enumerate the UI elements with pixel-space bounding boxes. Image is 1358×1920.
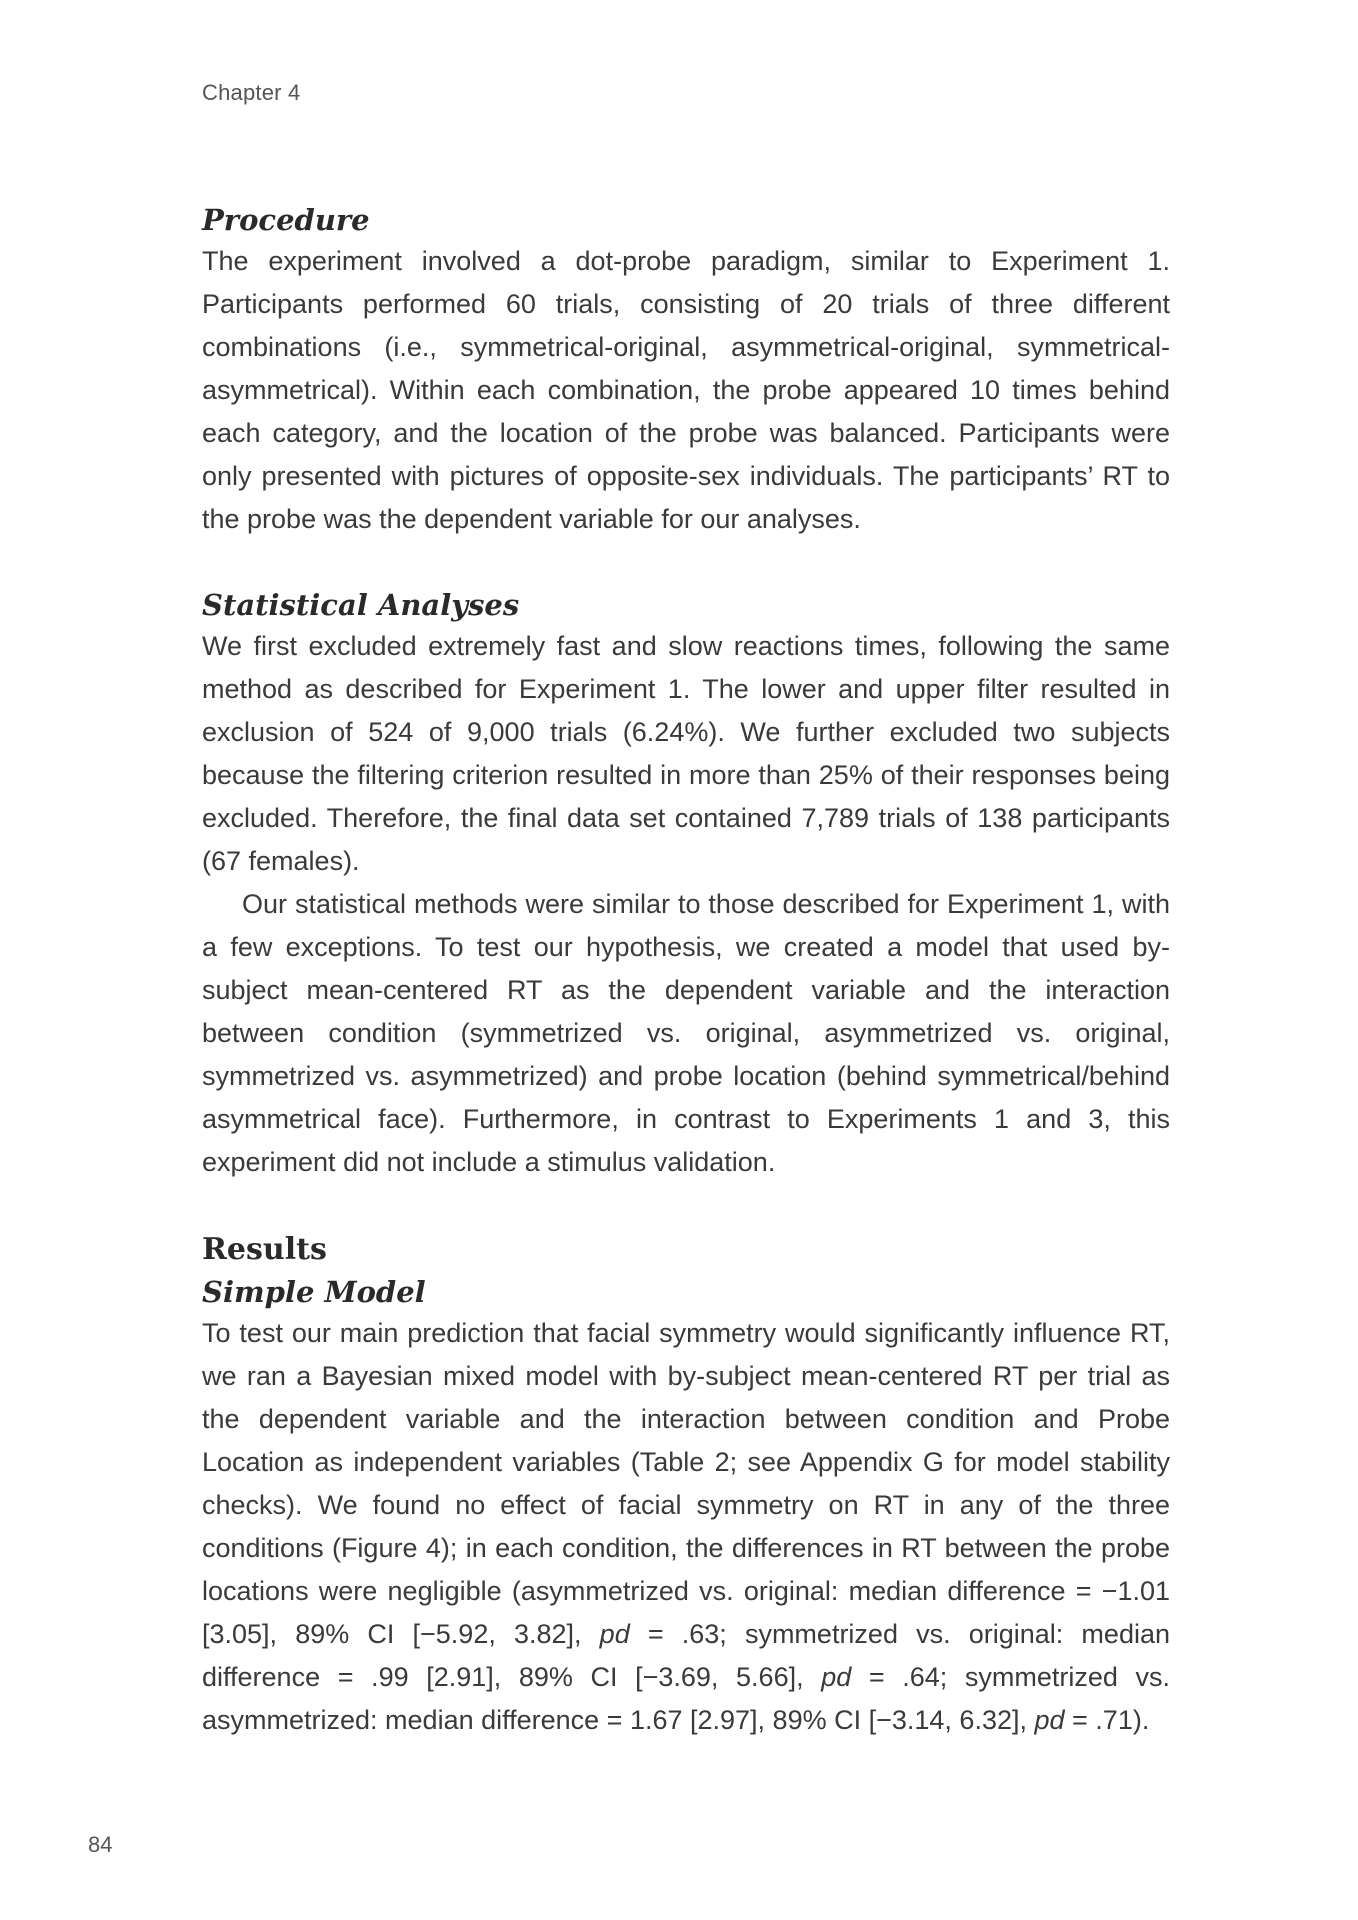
text-run: = .63; symmetrized vs. original: median difference = .99 [2.91], 89% CI [−3.69, 5.66], [202, 1619, 1170, 1692]
results-section [202, 1228, 1170, 1742]
statistical-analyses-section [202, 585, 1170, 1184]
text-run: = .64; symmetrized vs. asymmetrized: median difference = 1.67 [2.97], 89% CI [−3.14, 6.32], [202, 1662, 1170, 1735]
text-run: To test our main prediction that facial symmetry would significantly influence RT, we ran a Bayesian mixed model with by-subject mean-centered RT per trial as the dependent variable and the interaction between condition and Probe Location as independent variables (Table 2; see Appendix G for model stability checks). We found no effect of facial symmetry on RT in any of the three conditions (Figure 4); in each condition, the differences in RT between the probe locations were negligible (asymmetrized vs. original: median difference = −1.01 [3.05], 89% CI [−5.92, 3.82], [202, 1318, 1170, 1649]
text-run: = .71). [1064, 1705, 1150, 1735]
running-head: Chapter 4 [202, 80, 301, 105]
simple-model-heading: Simple Model [202, 1275, 426, 1309]
pd-term: pd [821, 1662, 852, 1692]
pd-term: pd [599, 1619, 630, 1649]
results-heading: Results [202, 1232, 327, 1267]
page-body [202, 200, 1170, 1742]
simple-model-paragraph [202, 1312, 1170, 1742]
pd-term: pd [1034, 1705, 1065, 1735]
procedure-section [202, 200, 1170, 541]
procedure-paragraph: The experiment involved a dot-probe paradigm, similar to Experiment 1. Participants performed 60 trials, consisting of 20 trials of three different combinations (i.e., symmetrical-original, asymmetrical-original, symmetrical-asymmetrical). Within each combination, the probe appeared 10 times behind each category, and the location of the probe was balanced. Participants were only presented with pictures of opposite-sex individuals. The participants’ RT to the probe was the dependent variable for our analyses. [202, 246, 1170, 534]
procedure-heading: Procedure [202, 203, 370, 237]
statistical-analyses-paragraph-2: Our statistical methods were similar to those described for Experiment 1, with a few exceptions. To test our hypothesis, we created a model that used by-subject mean-centered RT as the dependent variable and the interaction between condition (symmetrized vs. original, asymmetrized vs. original, symmetrized vs. asymmetrized) and probe location (behind symmetrical/behind asymmetrical face). Furthermore, in contrast to Experiments 1 and 3, this experiment did not include a stimulus validation. [202, 889, 1170, 1177]
page-number: 84 [88, 1832, 113, 1857]
statistical-analyses-paragraph-1: We first excluded extremely fast and slow reactions times, following the same method as described for Experiment 1. The lower and upper filter resulted in exclusion of 524 of 9,000 trials (6.24%). We further excluded two subjects because the filtering criterion resulted in more than 25% of their responses being excluded. Therefore, the final data set contained 7,789 trials of 138 participants (67 females). [202, 631, 1170, 876]
statistical-analyses-heading: Statistical Analyses [202, 588, 520, 622]
